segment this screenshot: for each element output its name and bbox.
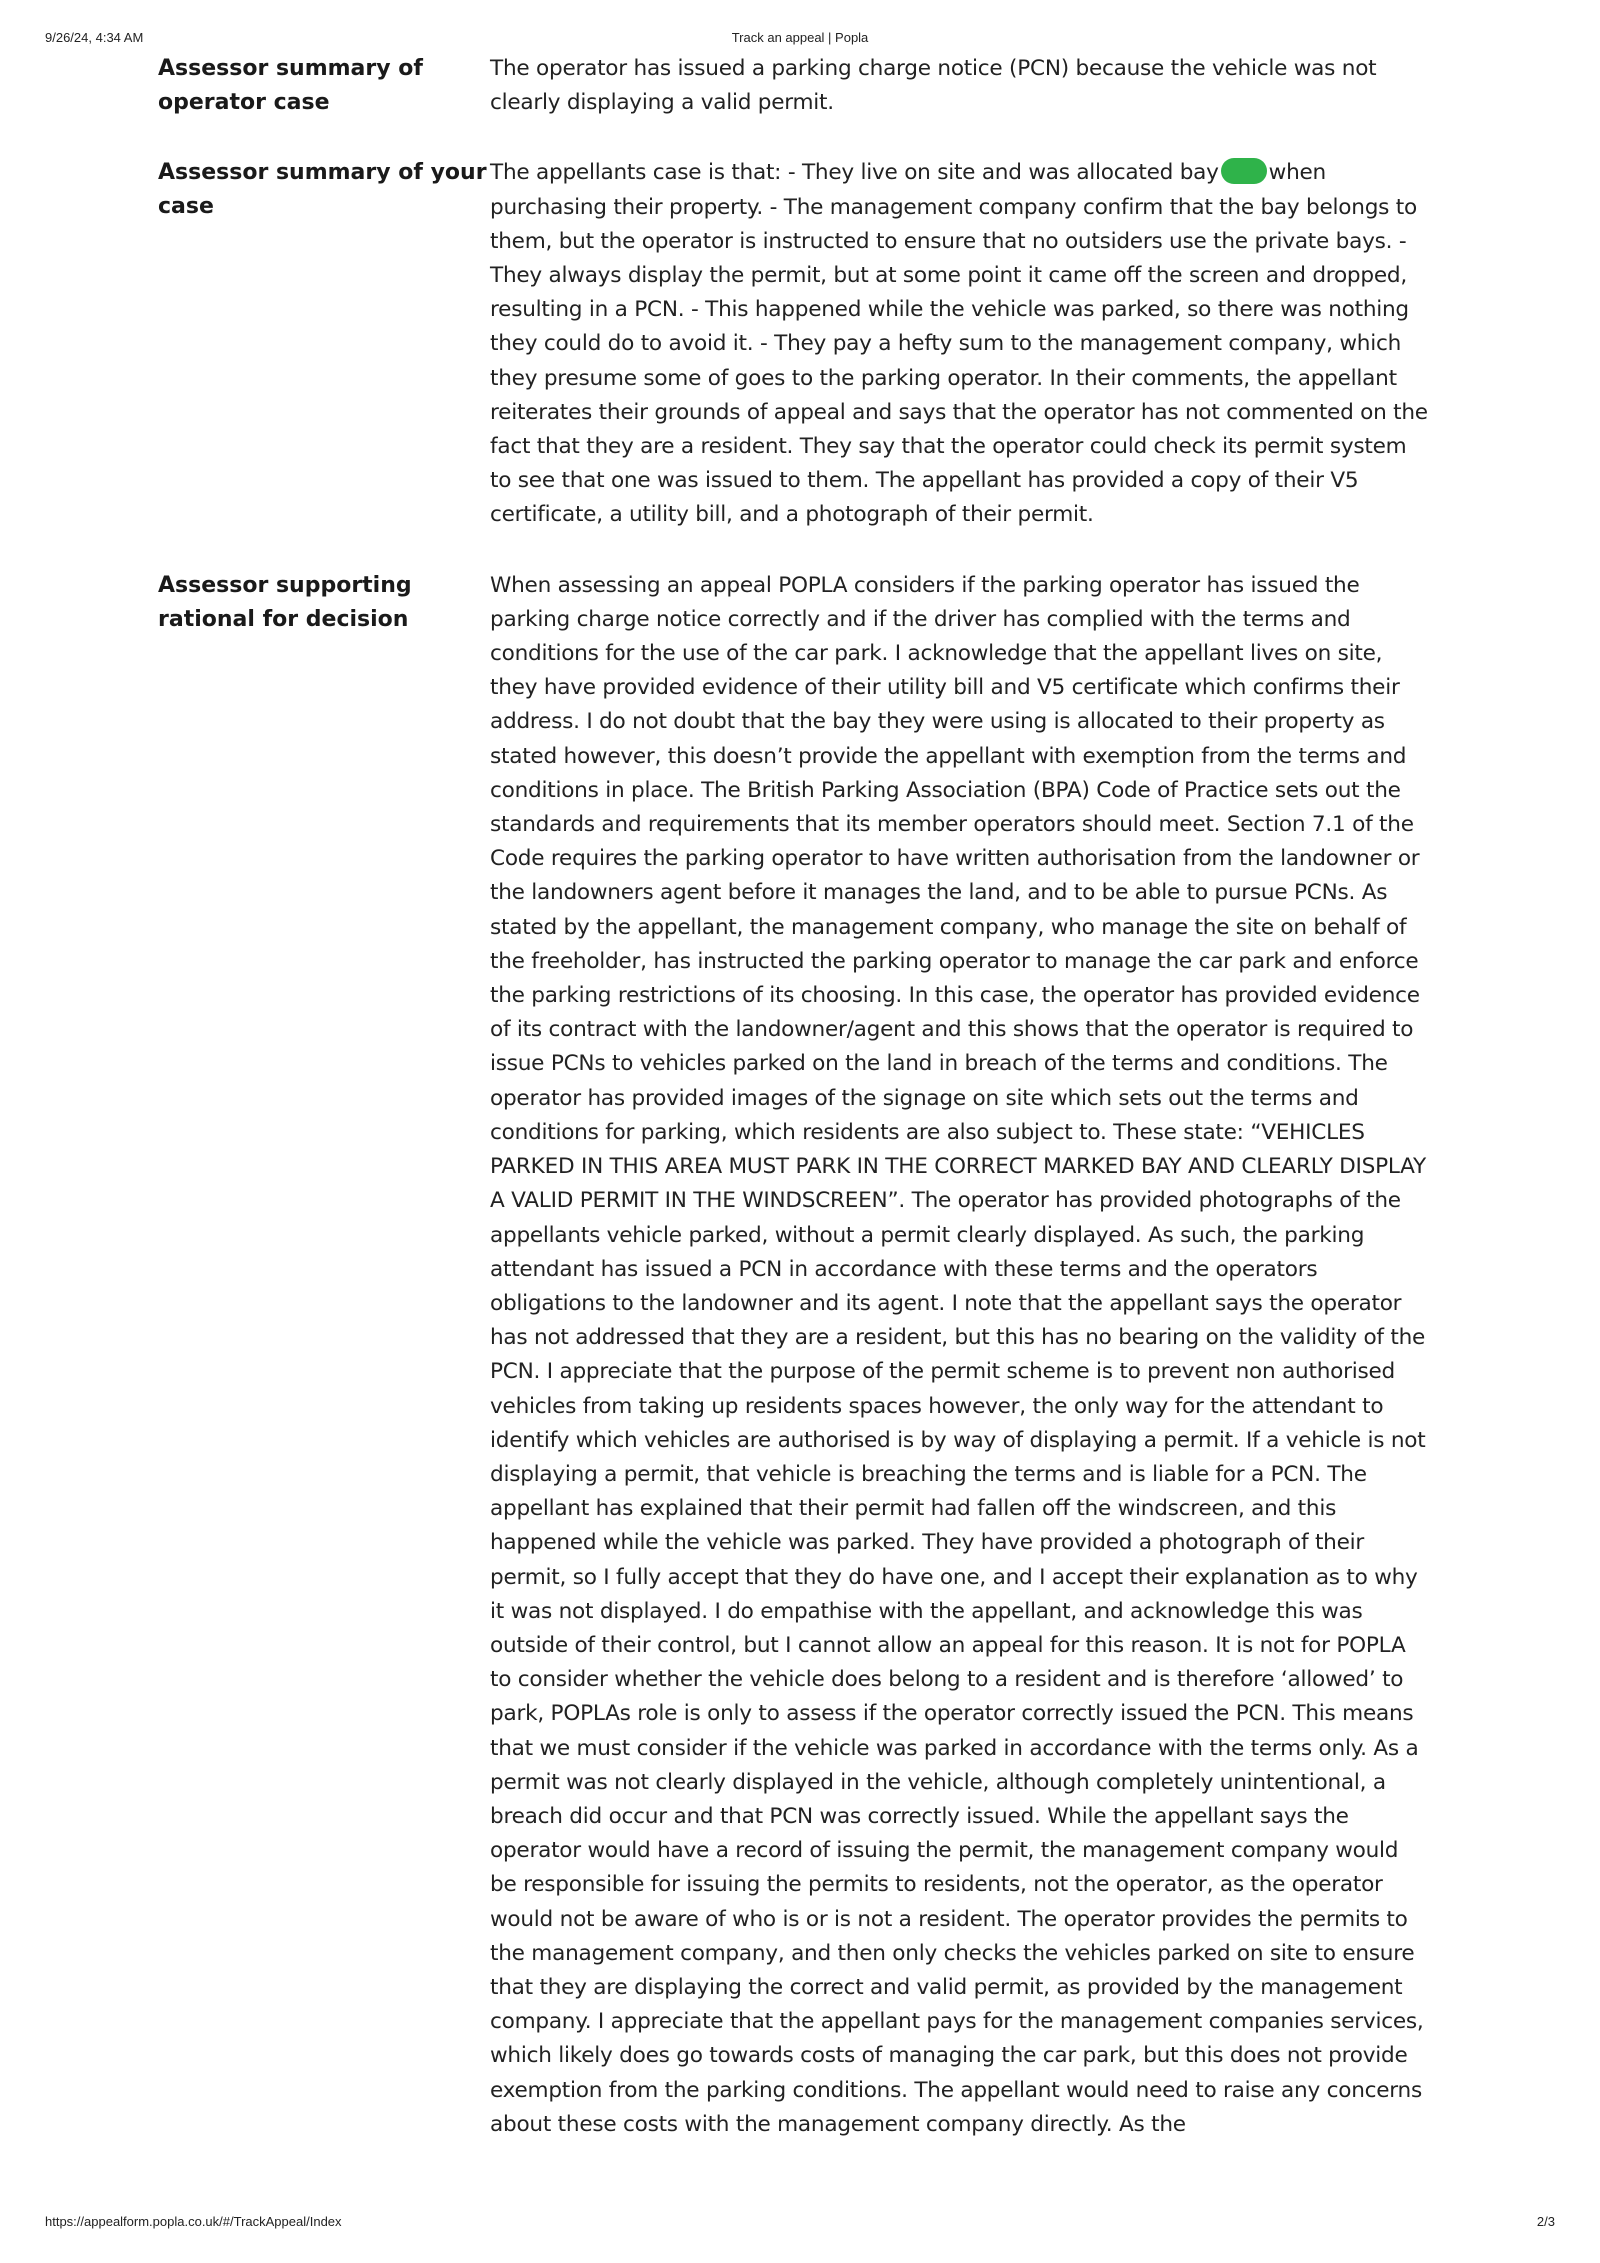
your-case-text [490, 156, 1428, 532]
appeal-decision-content [158, 52, 1448, 2142]
redaction-mark [1221, 158, 1267, 184]
print-page-title: Track an appeal | Popla [731, 30, 869, 45]
operator-case-label: Assessor summary of operator case [158, 56, 423, 115]
operator-case-text: The operator has issued a parking charge notice (PCN) because the vehicle was not clearly displaying a valid permit. [490, 56, 1377, 116]
operator-case-section [158, 52, 1448, 120]
your-case-label: Assessor summary of your case [158, 160, 487, 220]
rationale-label: Assessor supporting rational for decision [158, 572, 412, 632]
rationale-text: When assessing an appeal POPLA considers if the parking operator has issued the parking charge notice correctly and if the driver has complied with the terms and conditions for the use of the car park. I acknowledge that the appellant lives on site, they have provided evidence of their utility bill and V5 certificate which confirms their address. I do not doubt that the bay they were using is allocated to their property as stated however, this doesn’t provide the appellant with exemption from the terms and conditions in place. The British Parking Association (BPA) Code of Practice sets out the standards and requirements that its member operators should meet. Section 7.1 of the Code requires the parking operator to have written authorisation from the landowner or the landowners agent before it manages the land, and to be able to pursue PCNs. As stated by the appellant, the management company, who manage the site on behalf of the freeholder, has instructed the parking operator to manage the car park and enforce the parking restrictions of its choosing. In this case, the operator has provided evidence of its contract with the landowner/agent and this shows that the operator is required to issue PCNs to vehicles parked on the land in breach of the terms and conditions. The operator has provided images of the signage on site which sets out the terms and conditions for parking, which residents are also subject to. These state: “VEHICLES PARKED IN THIS AREA MUST PARK IN THE CORRECT MARKED BAY AND CLEARLY DISPLAY A VALID PERMIT IN THE WINDSCREEN”. The operator has provided photographs of the appellants vehicle parked, without a permit clearly displayed. As such, the parking attendant has issued a PCN in accordance with these terms and the operators obligations to the landowner and its agent. I note that the appellant says the operator has not addressed that they are a resident, but this has no bearing on the validity of the PCN. I appreciate that the purpose of the permit scheme is to prevent non authorised vehicles from taking up residents spaces however, the only way for the attendant to identify which vehicles are authorised is by way of displaying a permit. If a vehicle is not displaying a permit, that vehicle is breaching the terms and is liable for a PCN. The appellant has explained that their permit had fallen off the windscreen, and this happened while the vehicle was parked. They have provided a photograph of their permit, so I fully accept that they do have one, and I accept their explanation as to why it was not displayed. I do empathise with the appellant, and acknowledge this was outside of their control, but I cannot allow an appeal for this reason. It is not for POPLA to consider whether the vehicle does belong to a resident and is therefore ‘allowed’ to park, POPLAs role is only to assess if the operator correctly issued the PCN. This means that we must consider if the vehicle was parked in accordance with the terms only. As a permit was not clearly displayed in the vehicle, although completely unintentional, a breach did occur and that PCN was correctly issued. While the appellant says the operator would have a record of issuing the permit, the management company would be responsible for issuing the permits to residents, not the operator, as the operator would not be aware of who is or is not a resident. The operator provides the permits to the management company, and then only checks the vehicles parked on site to ensure that they are displaying the correct and valid permit, as provided by the management company. I appreciate that the appellant pays for the management companies services, which likely does go towards costs of managing the car park, but this does not provide exemption from the parking conditions. The appellant would need to raise any concerns about these costs with the management company directly. As the [490, 572, 1426, 2137]
print-datetime: 9/26/24, 4:34 AM [45, 30, 144, 45]
rationale-section [158, 569, 1448, 2142]
your-case-section [158, 156, 1448, 532]
your-case-text-start: The appellants case is that: - They live on site and was allocated bay [490, 160, 1219, 186]
print-header [0, 30, 1600, 48]
print-url: https://appealform.popla.co.uk/#/TrackAppeal/Index [45, 2214, 342, 2229]
print-footer [0, 2214, 1600, 2232]
print-page-number: 2/3 [1536, 2214, 1555, 2229]
your-case-text-end: when purchasing their property. - The management company confirm that the bay belongs to them, but the operator is instructed to ensure that no outsiders use the private bays. - They always display the permit, but at some point it came off the screen and dropped, resulting in a PCN. - This happened while the vehicle was parked, so there was nothing they could do to avoid it. - They pay a hefty sum to the management company, which they presume some of goes to the parking operator. In their comments, the appellant reiterates their grounds of appeal and says that the operator has not commented on the fact that they are a resident. They say that the operator could check its permit system to see that one was issued to them. The appellant has provided a copy of their V5 certificate, a utility bill, and a photograph of their permit. [490, 160, 1428, 528]
